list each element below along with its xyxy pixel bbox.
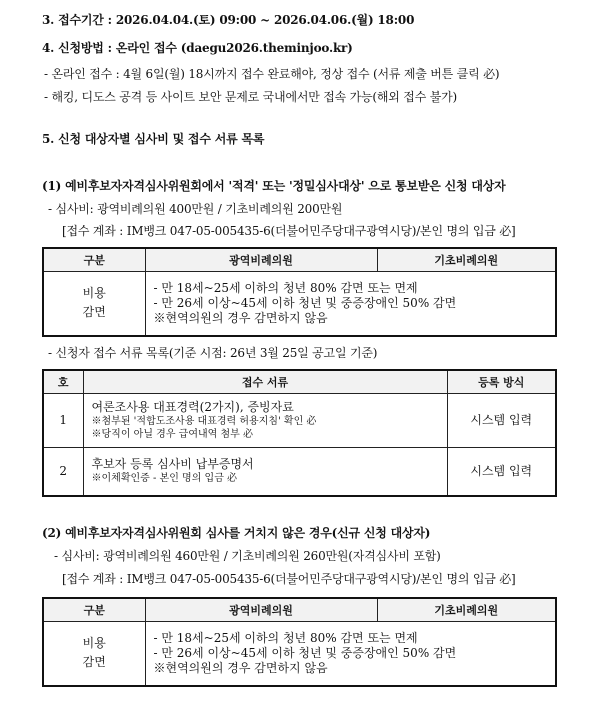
doc-cell <box>83 394 447 448</box>
part1-fee-table <box>42 247 557 337</box>
reduction-cell <box>145 622 556 686</box>
reduction-line: - 만 26세 이상~45세 이하 청년 및 중증장애인 50% 감면 <box>153 295 457 310</box>
reduction-line: ※현역의원의 경우 감면하지 않음 <box>153 660 328 675</box>
method-line: 4. 신청방법 : 온라인 접수 (daegu2026.theminjoo.kr) <box>42 41 353 55</box>
period-line: 3. 접수기간 : 2026.04.04.(토) 09:00 ~ 2026.04.06.(월) 18:00 <box>42 13 415 27</box>
table-header: 기초비례의원 <box>377 598 556 622</box>
part1-account: [접수 계좌 : IM뱅크 047-05-005435-6(더불어민주당대구광역시당)/본인 명의 입금 必] <box>62 224 516 238</box>
table-header: 기초비례의원 <box>377 248 556 272</box>
table-header: 구분 <box>43 248 145 272</box>
reduction-line: - 만 18세~25세 이하의 청년 80% 감면 또는 면제 <box>153 280 418 295</box>
table-header: 구분 <box>43 598 145 622</box>
table-header: 광역비례의원 <box>145 598 377 622</box>
reduction-line: ※현역의원의 경우 감면하지 않음 <box>153 310 328 325</box>
part2-account: [접수 계좌 : IM뱅크 047-05-005435-6(더불어민주당대구광역시당)/본인 명의 입금 必] <box>62 572 516 586</box>
table-header: 접수 서류 <box>83 370 447 394</box>
doc-note: ※이체확인증 - 본인 명의 입금 必 <box>91 473 238 485</box>
part2-title: (2) 예비후보자자격심사위원회 심사를 거치지 않은 경우(신규 신청 대상자) <box>42 526 431 540</box>
table-header: 광역비례의원 <box>145 248 377 272</box>
row-label <box>43 272 145 336</box>
row-label-line: 비용 <box>82 286 106 301</box>
table-header: 등록 방식 <box>447 370 556 394</box>
part2-fee: - 심사비: 광역비례의원 460만원 / 기초비례의원 260만원(자격심사비 포함) <box>54 549 441 563</box>
doc-main: 후보자 등록 심사비 납부증명서 <box>91 457 254 472</box>
part1-title: (1) 예비후보자자격심사위원회에서 '적격' 또는 '정밀심사대상' 으로 통보받은 신청 대상자 <box>42 179 506 193</box>
doc-cell <box>83 448 447 496</box>
reduction-cell <box>145 272 556 336</box>
part2-fee-table <box>42 597 557 687</box>
docs-title: - 신청자 접수 서류 목록(기준 시점: 26년 3월 25일 공고일 기준) <box>48 346 378 360</box>
row-label <box>43 622 145 686</box>
doc-main: 여론조사용 대표경력(2가지), 증빙자료 <box>91 400 294 414</box>
reduction-line: - 만 26세 이상~45세 이하 청년 및 중증장애인 50% 감면 <box>153 645 457 660</box>
table-header: 호 <box>43 370 83 394</box>
doc-number: 2 <box>43 448 83 496</box>
docs-table <box>42 369 557 497</box>
doc-note: ※당직이 아닐 경우 급여내역 첨부 必 <box>91 429 253 440</box>
method-note-2: - 해킹, 디도스 공격 등 사이트 보안 문제로 국내에서만 접속 가능(해외 접수 불가) <box>44 90 457 104</box>
table-row <box>43 448 556 496</box>
doc-method: 시스템 입력 <box>447 394 556 448</box>
doc-note: ※첨부된 '적합도조사용 대표경력 허용지침' 확인 必 <box>91 416 317 427</box>
reduction-line: - 만 18세~25세 이하의 청년 80% 감면 또는 면제 <box>153 630 418 645</box>
doc-method: 시스템 입력 <box>447 448 556 496</box>
doc-number: 1 <box>43 394 83 448</box>
row-label-line: 비용 <box>82 636 106 651</box>
method-note-1: - 온라인 접수 : 4월 6일(월) 18시까지 접수 완료해야, 정상 접수 (서류 제출 버튼 클릭 必) <box>44 67 500 81</box>
section5-title: 5. 신청 대상자별 심사비 및 접수 서류 목록 <box>42 132 265 146</box>
row-label-line: 감면 <box>82 655 106 670</box>
part1-fee: - 심사비: 광역비례의원 400만원 / 기초비례의원 200만원 <box>48 202 343 216</box>
table-row <box>43 394 556 448</box>
row-label-line: 감면 <box>82 305 106 320</box>
